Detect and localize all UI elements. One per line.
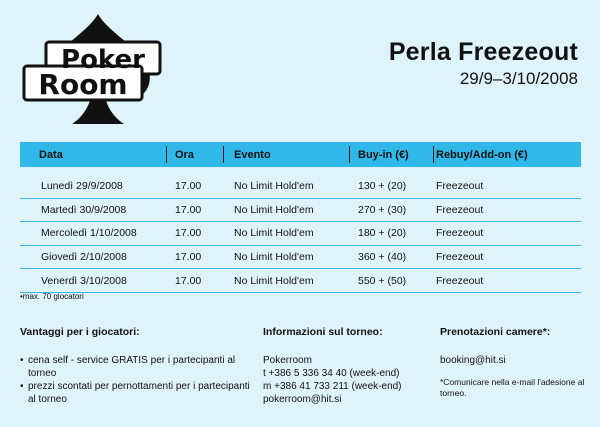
table-row bbox=[20, 175, 581, 199]
advantages-section bbox=[20, 326, 255, 406]
cell-buyin: 130 + (20) bbox=[358, 180, 407, 193]
phone-landline: t +386 5 336 34 40 (week-end) bbox=[263, 368, 400, 379]
list-item: • cena self - service GRATIS per i partecipanti al torneo bbox=[20, 354, 255, 380]
column-header-ora: Ora bbox=[167, 142, 224, 167]
cell-event: No Limit Hold'em bbox=[234, 274, 314, 287]
max-players-note: •max. 70 giocatori bbox=[20, 292, 84, 301]
column-header-evento: Evento bbox=[224, 142, 350, 167]
poker-room-logo bbox=[18, 10, 168, 128]
event-dates: 29/9–3/10/2008 bbox=[459, 69, 578, 88]
cell-time: 17.00 bbox=[175, 180, 202, 193]
cell-rebuy: Freezeout bbox=[436, 203, 484, 216]
list-item: • prezzi scontati per pernottamenti per i partecipanti al torneo bbox=[20, 380, 255, 406]
cell-buyin: 180 + (20) bbox=[358, 227, 407, 240]
cell-date: Mercoledì 1/10/2008 bbox=[41, 227, 137, 240]
venue-name: Pokerroom bbox=[263, 355, 312, 366]
room-booking-section bbox=[440, 326, 590, 399]
cell-buyin: 360 + (40) bbox=[358, 251, 407, 264]
advantages-heading: Vantaggi per i giocatori: bbox=[20, 326, 140, 338]
advantages-list bbox=[20, 354, 255, 406]
column-header-data: Data bbox=[20, 142, 167, 167]
info-heading: Informazioni sul torneo: bbox=[263, 326, 383, 338]
logo-text-line2: Room bbox=[38, 68, 128, 101]
spade-icon bbox=[18, 10, 168, 128]
cell-rebuy: Freezeout bbox=[436, 274, 484, 287]
cell-rebuy: Freezeout bbox=[436, 251, 484, 264]
booking-footnote: *Comunicare nella e-mail l'adesione al torneo. bbox=[440, 377, 585, 398]
table-body bbox=[20, 175, 581, 293]
booking-email-link[interactable]: booking@hit.si bbox=[440, 355, 506, 366]
cell-date: Venerdì 3/10/2008 bbox=[41, 274, 127, 287]
cell-event: No Limit Hold'em bbox=[234, 180, 314, 193]
booking-heading: Prenotazioni camere*: bbox=[440, 326, 551, 338]
event-title: Perla Freezeout bbox=[388, 38, 578, 66]
cell-time: 17.00 bbox=[175, 251, 202, 264]
cell-date: Giovedì 2/10/2008 bbox=[41, 251, 127, 264]
tournament-info-section bbox=[263, 326, 423, 406]
column-header-rebuy: Rebuy/Add-on (€) bbox=[436, 148, 528, 161]
table-row bbox=[20, 246, 581, 270]
info-email-link[interactable]: pokerroom@hit.si bbox=[263, 394, 342, 405]
event-header bbox=[389, 38, 578, 89]
cell-event: No Limit Hold'em bbox=[234, 251, 314, 264]
cell-time: 17.00 bbox=[175, 203, 202, 216]
cell-event: No Limit Hold'em bbox=[234, 227, 314, 240]
cell-time: 17.00 bbox=[175, 274, 202, 287]
schedule-table bbox=[20, 142, 581, 293]
cell-buyin: 550 + (50) bbox=[358, 274, 407, 287]
cell-rebuy: Freezeout bbox=[436, 227, 484, 240]
table-row bbox=[20, 222, 581, 246]
cell-date: Martedì 30/9/2008 bbox=[41, 203, 127, 216]
table-row bbox=[20, 199, 581, 223]
cell-rebuy: Freezeout bbox=[436, 180, 484, 193]
cell-event: No Limit Hold'em bbox=[234, 203, 314, 216]
cell-date: Lunedì 29/9/2008 bbox=[41, 180, 123, 193]
logo-text-line1: Poker bbox=[61, 45, 145, 75]
cell-buyin: 270 + (30) bbox=[358, 203, 407, 216]
cell-time: 17.00 bbox=[175, 227, 202, 240]
table-header bbox=[20, 142, 581, 167]
column-header-buyin: Buy-in (€) bbox=[350, 142, 434, 167]
phone-mobile: m +386 41 733 211 (week-end) bbox=[263, 381, 402, 392]
table-row bbox=[20, 269, 581, 293]
